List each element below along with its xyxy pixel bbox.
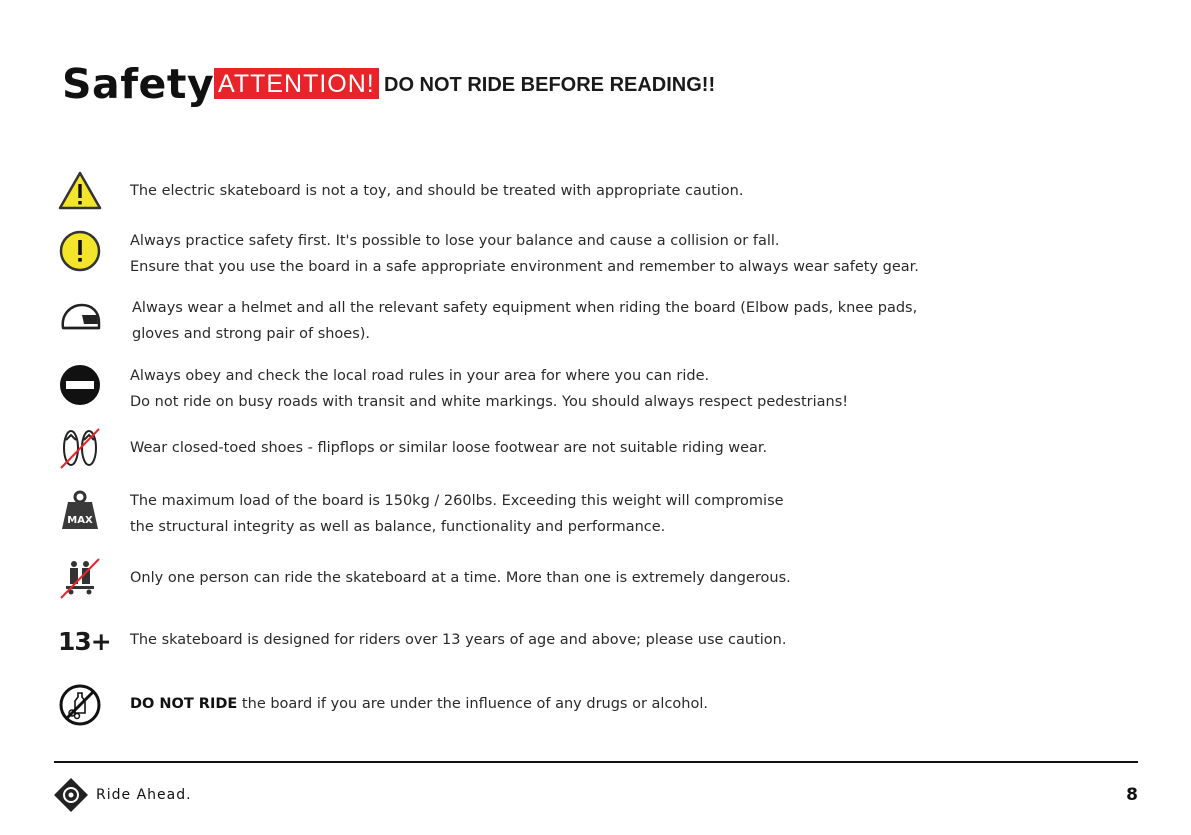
warning-heading: DO NOT RIDE BEFORE READING!! bbox=[384, 74, 716, 96]
safety-text bbox=[130, 691, 708, 717]
brand-diamond-icon bbox=[54, 778, 88, 812]
page-header bbox=[62, 58, 1062, 110]
safety-text-line: the structural integrity as well as balance, functionality and performance. bbox=[130, 519, 666, 535]
attention-badge: ATTENTION! bbox=[214, 68, 379, 99]
safety-text-line: gloves and strong pair of shoes). bbox=[132, 326, 371, 342]
warning-triangle-icon bbox=[57, 168, 103, 214]
no-flipflops-icon bbox=[57, 425, 103, 471]
safety-text bbox=[130, 565, 791, 591]
max-weight-icon bbox=[57, 488, 103, 534]
safety-text bbox=[130, 488, 784, 540]
do-not-ride-emphasis: DO NOT RIDE bbox=[130, 696, 238, 712]
age-label: 13+ bbox=[58, 626, 111, 656]
safety-text bbox=[130, 435, 767, 461]
safety-text bbox=[130, 178, 743, 204]
safety-text-line: Always practice safety first. It's possible to lose your balance and cause a collision or fall. bbox=[130, 233, 780, 249]
no-drugs-alcohol-icon bbox=[57, 682, 103, 728]
max-weight-label: MAX bbox=[67, 515, 93, 526]
safety-text-line: Do not ride on busy roads with transit and white markings. You should always respect pedestrians! bbox=[130, 394, 849, 410]
safety-text bbox=[132, 295, 917, 347]
page-number: 8 bbox=[1126, 785, 1138, 805]
footer-divider bbox=[54, 761, 1138, 763]
safety-text-line: Ensure that you use the board in a safe appropriate environment and remember to always wear safety gear. bbox=[130, 259, 919, 275]
safety-text bbox=[130, 627, 786, 653]
age-13-plus-icon bbox=[58, 618, 111, 664]
safety-text-line: the board if you are under the influence of any drugs or alcohol. bbox=[237, 696, 708, 712]
no-entry-icon bbox=[57, 362, 103, 408]
safety-text bbox=[130, 228, 919, 280]
safety-text-line: The electric skateboard is not a toy, and should be treated with appropriate caution. bbox=[130, 183, 744, 199]
brand-name: Ride Ahead. bbox=[96, 787, 192, 803]
no-double-riding-icon bbox=[57, 555, 103, 601]
safety-text-line: Always wear a helmet and all the relevant safety equipment when riding the board (Elbow pads, knee pads, bbox=[132, 300, 918, 316]
page-title: Safety bbox=[62, 60, 215, 108]
safety-text-line: Only one person can ride the skateboard at a time. More than one is extremely dangerous. bbox=[130, 570, 791, 586]
safety-text-line: The skateboard is designed for riders over 13 years of age and above; please use caution. bbox=[130, 632, 787, 648]
exclamation-circle-icon bbox=[57, 228, 103, 274]
safety-text-line: The maximum load of the board is 150kg / 260lbs. Exceeding this weight will compromise bbox=[130, 493, 784, 509]
safety-text-line: Wear closed-toed shoes - flipflops or similar loose footwear are not suitable riding wear. bbox=[130, 440, 768, 456]
safety-text-line: Always obey and check the local road rules in your area for where you can ride. bbox=[130, 368, 710, 384]
safety-text bbox=[130, 363, 848, 415]
brand-logo bbox=[54, 778, 192, 812]
helmet-icon bbox=[57, 295, 103, 341]
